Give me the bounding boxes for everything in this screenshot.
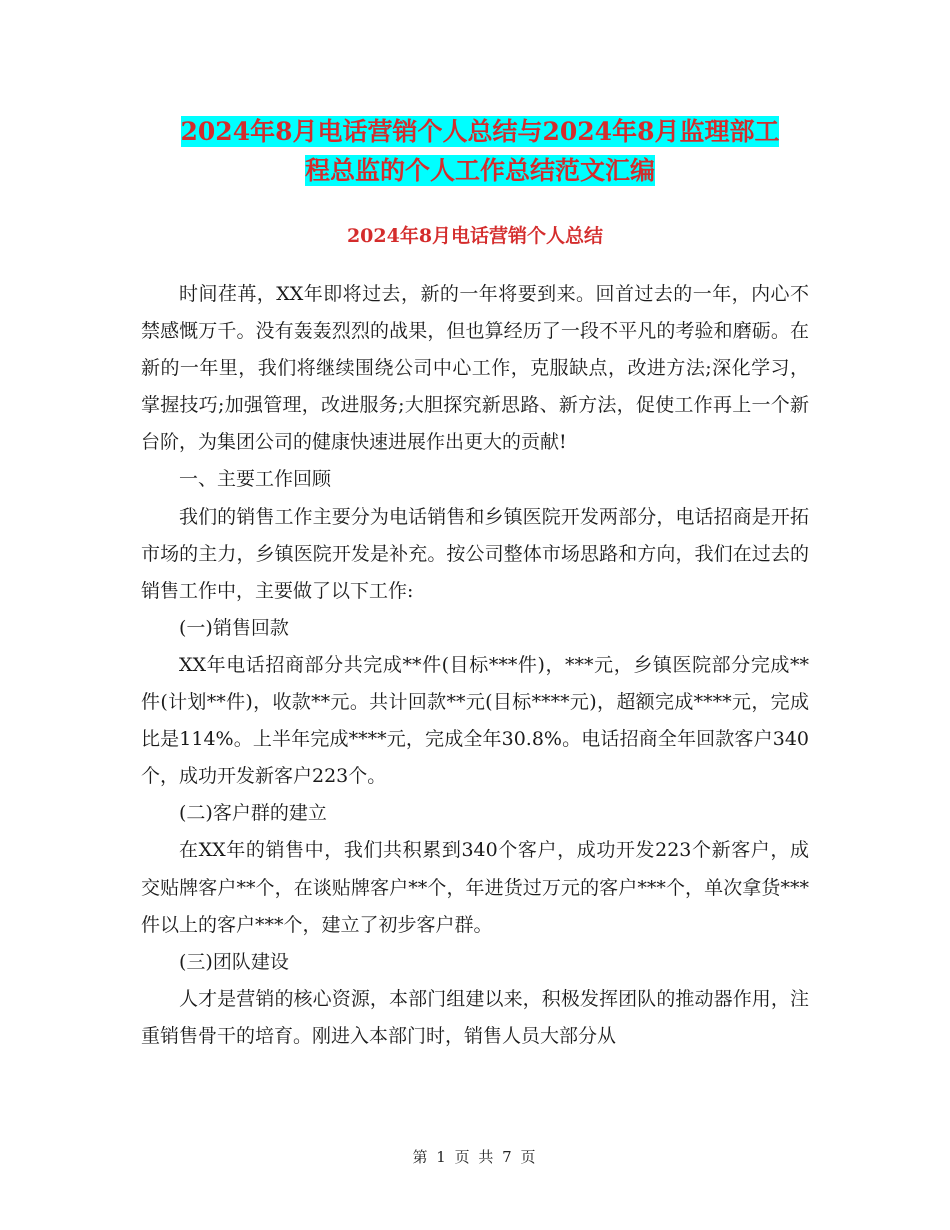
heading-work-review: 一、主要工作回顾 [179,468,332,491]
section-title: 2024年8月电话营销个人总结 [346,225,604,247]
paragraph-team-building: 人才是营销的核心资源，本部门组建以来，积极发挥团队的推动器作用，注重销售骨干的培育。刚进入本部门时，销售人员大部分从 [141,987,809,1047]
paragraph-sales-collection: XX年电话招商部分共完成**件(目标***件)，***元，乡镇医院部分完成**件(计划**件)，收款**元。共计回款**元(目标****元)，超额完成****元，完成比是114%。上半年完成****元，完成全年30.8%。电话招商全年回款客户340个，成功开发新客户223个。 [141,653,809,788]
heading-team-building: (三)团队建设 [179,950,289,973]
heading-customer-base: (二)客户群的建立 [179,802,327,825]
page-footer: 第 1 页 共 7 页 [412,1148,538,1166]
paragraph-sales-overview: 我们的销售工作主要分为电话销售和乡镇医院开发两部分，电话招商是开拓市场的主力，乡镇医院开发是补充。按公司整体市场思路和方向，我们在过去的销售工作中，主要做了以下工作: [141,505,809,602]
paragraph-intro: 时间荏苒，XX年即将过去，新的一年将要到来。回首过去的一年，内心不禁感慨万千。没有轰轰烈烈的战果，但也算经历了一段不平凡的考验和磨砺。在新的一年里，我们将继续围绕公司中心工作，克服缺点，改进方法;深化学习，掌握技巧;加强管理，改进服务;大胆探究新思路、新方法，促使工作再上一个新台阶，为集团公司的健康快速进展作出更大的贡献! [141,283,809,454]
document-body [141,276,809,1055]
document-title-line-1: 2024年8月电话营销个人总结与2024年8月监理部工 [180,117,780,146]
document-title [120,112,840,190]
document-title-line-2: 程总监的个人工作总结范文汇编 [304,156,655,185]
heading-sales-collection: (一)销售回款 [179,616,289,639]
paragraph-customer-base: 在XX年的销售中，我们共积累到340个客户，成功开发223个新客户，成交贴牌客户**个，在谈贴牌客户**个，年进货过万元的客户***个，单次拿货***件以上的客户***个，建立了初步客户群。 [141,839,809,936]
